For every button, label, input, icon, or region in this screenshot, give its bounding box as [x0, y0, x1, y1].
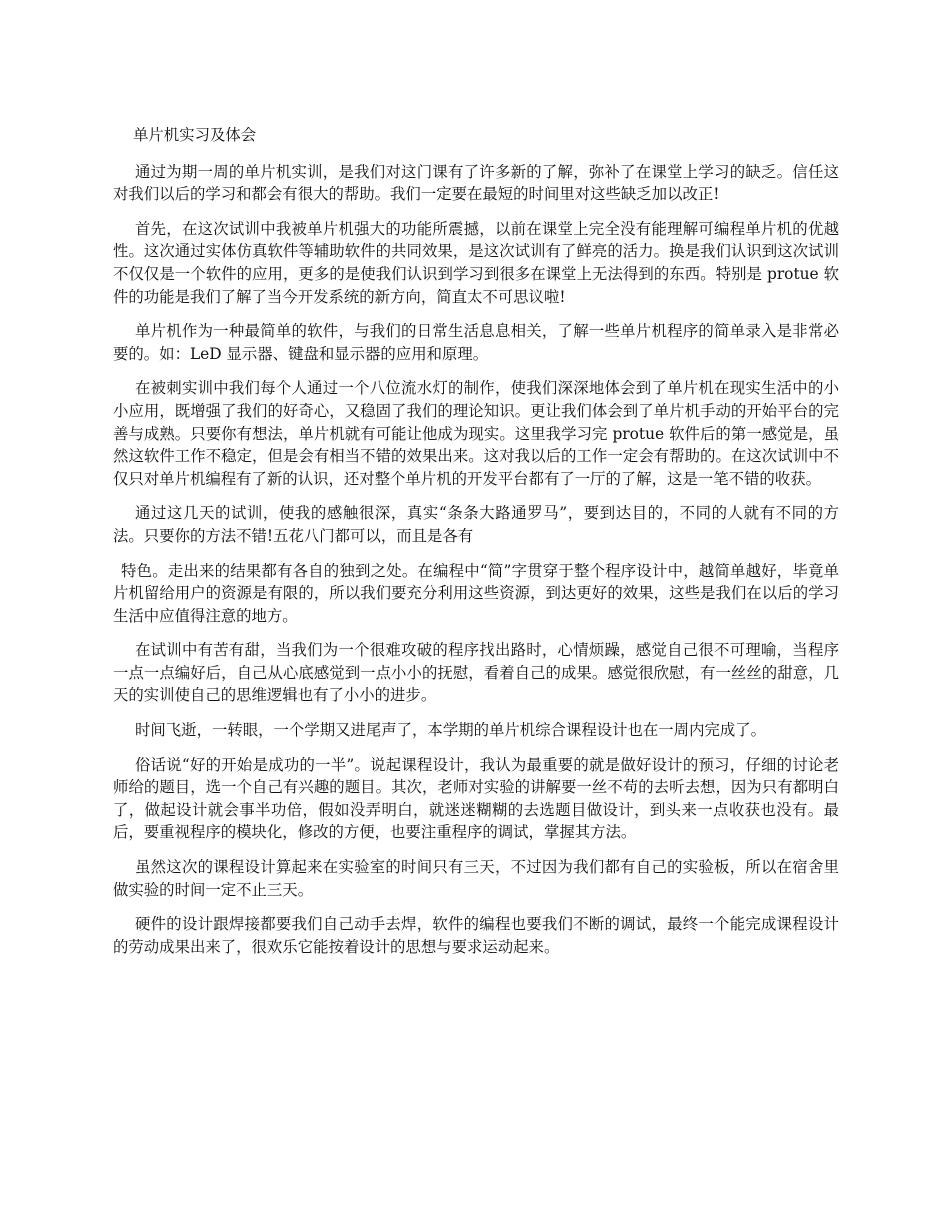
paragraph-6: 特色。走出来的结果都有各自的独到之处。在编程中“简”字贯穿于整个程序设计中，越简单越好，毕竟单片机留给用户的资源是有限的，所以我们要充分利用这些资源，到达更好的效果，这些是我们在以后的学习生活中应值得注意的地方。 [113, 561, 839, 625]
document-page [113, 124, 839, 970]
document-title: 单片机实习及体会 [133, 126, 257, 144]
paragraph-10: 虽然这次的课程设计算起来在实验室的时间只有三天，不过因为我们都有自己的实验板，所以在宿舍里做实验的时间一定不止三天。 [113, 858, 839, 899]
paragraph-8: 时间飞逝，一转眼，一个学期又进尾声了，本学期的单片机综合课程设计也在一周内完成了。 [135, 721, 767, 740]
paragraph-1: 通过为期一周的单片机实训，是我们对这门课有了许多新的了解，弥补了在课堂上学习的缺乏。信任这对我们以后的学习和都会有很大的帮助。我们一定要在最短的时间里对这些缺乏加以改正! [113, 162, 839, 204]
paragraph-5: 通过这几天的试训，使我的感触很深，真实“条条大路通罗马”，要到达目的，不同的人就有不同的方法。只要你的方法不错!五花八门都可以，而且是各有 [113, 504, 839, 545]
paragraph-7: 在试训中有苦有甜，当我们为一个很难攻破的程序找出路时，心情烦躁，感觉自己很不可理喻，当程序一点一点编好后，自己从心底感觉到一点小小的抚慰，看着自己的成果。感觉很欣慰，有一丝丝的甜意，几天的实训使自己的思维逻辑也有了小小的进步。 [113, 641, 839, 705]
paragraph-3: 单片机作为一种最简单的软件，与我们的日常生活息息相关，了解一些单片机程序的简单录入是非常必要的。如：LeD 显示器、键盘和显示器的应用和原理。 [113, 322, 839, 363]
paragraph-11: 硬件的设计跟焊接都要我们自己动手去焊，软件的编程也要我们不断的调试，最终一个能完成课程设计的劳动成果出来了，很欢乐它能按着设计的思想与要求运动起来。 [113, 915, 839, 956]
paragraph-2: 首先，在这次试训中我被单片机强大的功能所震撼，以前在课堂上完全没有能理解可编程单片机的优越性。这次通过实体仿真软件等辅助软件的共同效果，是这次试训有了鲜亮的活力。换是我们认识到这次试训不仅仅是一个软件的应用，更多的是使我们认识到学习到很多在课堂上无法得到的东西。特别是 protue 软件的功能是我们了解了当今开发系统的新方向，简直太不可思议啦! [113, 219, 839, 306]
paragraph-9: 俗话说“好的开始是成功的一半”。说起课程设计，我认为最重要的就是做好设计的预习，仔细的讨论老师给的题目，选一个自己有兴趣的题目。其次，老师对实验的讲解要一丝不苟的去听去想，因为只有都明白了，做起设计就会事半功倍，假如没弄明白，就迷迷糊糊的去选题目做设计，到头来一点收获也没有。最后，要重视程序的模块化，修改的方便，也要注重程序的调试，掌握其方法。 [113, 755, 839, 842]
paragraph-4: 在被刺实训中我们每个人通过一个八位流水灯的制作，使我们深深地体会到了单片机在现实生活中的小小应用，既增强了我们的好奇心，又稳固了我们的理论知识。更让我们体会到了单片机手动的开始平台的完善与成熟。只要你有想法，单片机就有可能让他成为现实。这里我学习完 protue 软件后的第一感觉是，虽然这软件工作不稳定，但是会有相当不错的效果出来。这对我以后的工作一定会有帮助的。在这次试训中不仅只对单片机编程有了新的认识，还对整个单片机的开发平台都有了一厅的了解，这是一笔不错的收获。 [113, 379, 839, 488]
